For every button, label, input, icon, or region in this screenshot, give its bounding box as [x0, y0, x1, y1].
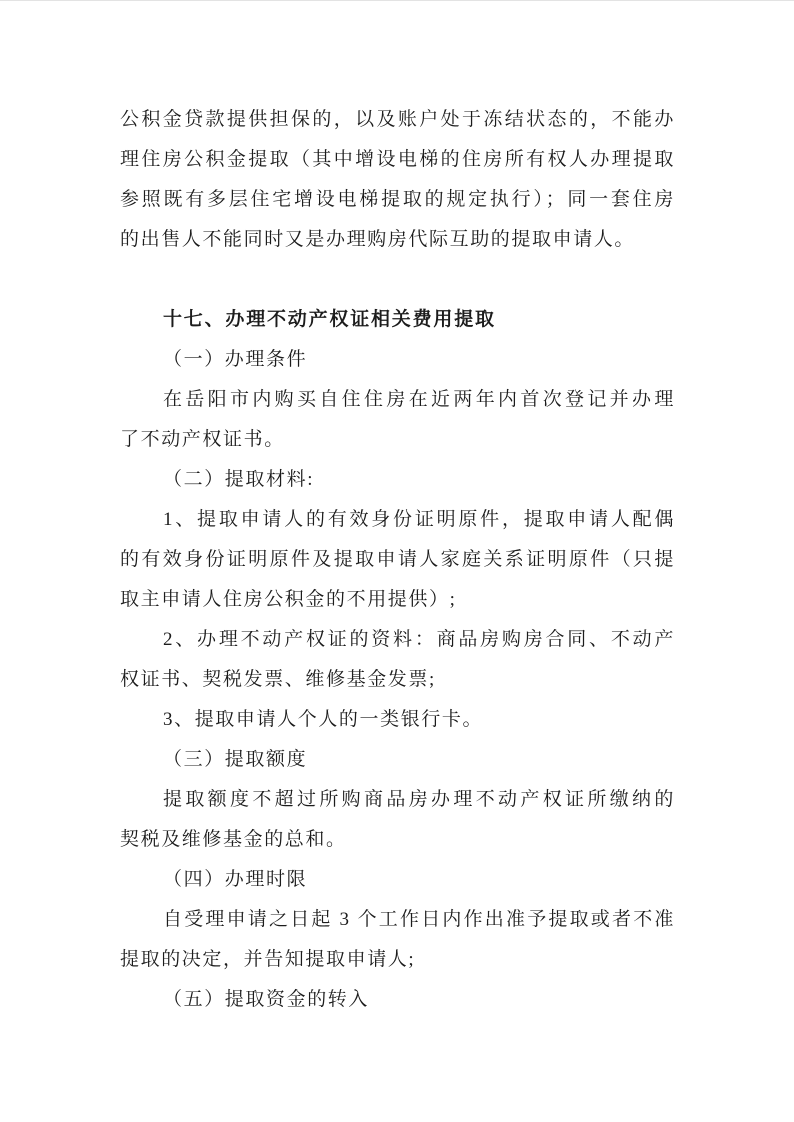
paragraph-line: 契税及维修基金的总和。	[120, 829, 347, 850]
list-item-line: 权证书、契税发票、维修基金发票;	[120, 669, 436, 690]
subsection-title: （四）办理时限	[163, 869, 308, 890]
paragraph-line: 自受理申请之日起 3 个工作日内作出准予提取或者不准	[163, 909, 675, 930]
intro-paragraph-line: 的出售人不能同时又是办理购房代际互助的提取申请人。	[120, 229, 636, 250]
intro-paragraph-line: 参照既有多层住宅增设电梯提取的规定执行）；同一套住房	[120, 189, 675, 210]
subsection-title: （二）提取材料:	[163, 469, 315, 490]
paragraph-line: 在岳阳市内购买自住住房在近两年内首次登记并办理	[163, 389, 675, 410]
intro-paragraph-line: 公积金贷款提供担保的，以及账户处于冻结状态的，不能办	[120, 109, 675, 130]
paragraph-line: 提取的决定，并告知提取申请人;	[120, 949, 416, 970]
subsection-title: （一）办理条件	[163, 349, 308, 370]
list-item-line: 的有效身份证明原件及提取申请人家庭关系证明原件（只提	[120, 549, 675, 570]
list-item-line: 3、提取申请人个人的一类银行卡。	[163, 709, 484, 730]
list-item-line: 2、办理不动产权证的资料：商品房购房合同、不动产	[163, 629, 675, 650]
paragraph-line: 提取额度不超过所购商品房办理不动产权证所缴纳的	[163, 789, 675, 810]
intro-paragraph-line: 理住房公积金提取（其中增设电梯的住房所有权人办理提取	[120, 149, 675, 170]
subsection-title: （五）提取资金的转入	[163, 989, 370, 1010]
paragraph-line: 了不动产权证书。	[120, 429, 285, 450]
section-heading: 十七、办理不动产权证相关费用提取	[163, 309, 496, 330]
subsection-title: （三）提取额度	[163, 749, 308, 770]
list-item-line: 取主申请人住房公积金的不用提供）;	[120, 589, 457, 610]
list-item-line: 1、提取申请人的有效身份证明原件，提取申请人配偶	[163, 509, 675, 530]
